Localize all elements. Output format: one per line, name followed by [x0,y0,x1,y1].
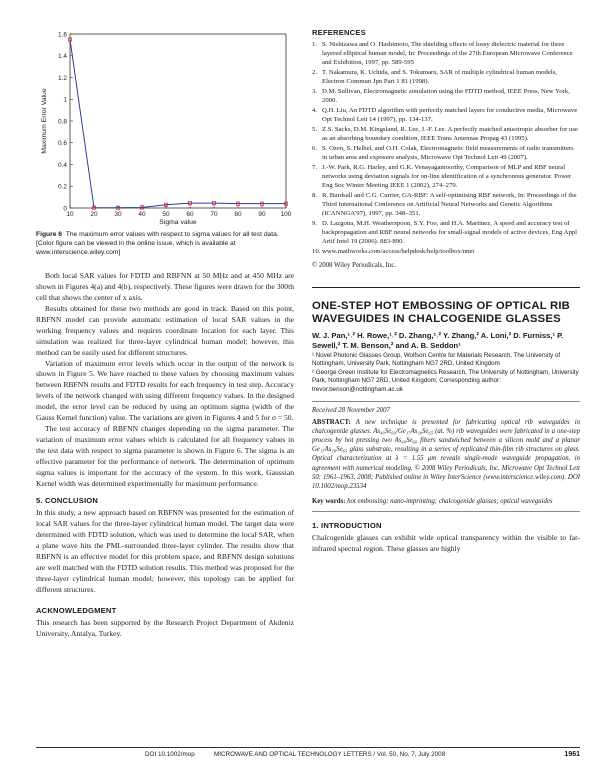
reference-item [312,247,580,256]
x-axis-label: Sigma value [159,219,197,226]
x-tick-label: 60 [186,211,194,218]
reference-text: S. Ozen, S. Helhel, and O.H. Colak, Electromagnetic field measurements of radio transmitters in urban area and exposure analysis, Microwave Opt Technol Lett 49 (2007). [322,144,574,161]
reference-text: S. Nishizawa and O. Hashimoto, The shielding effects of lossy dielectric material for three layered elliptical human model, In: Proceedings of the 27th European Microwave Conference and Exhibition, 1997, pp. 589-595 [322,41,573,67]
reference-number: 7. [312,163,318,171]
body-paragraph: Both local SAR values for FDTD and RBFNN at 50 MHz and at 450 MHz are shown in Figures 4(a) and 4(b), respectively. These figures were drawn for the 300th cell that shows the center of x axis. [36,271,294,303]
abstract [312,418,580,492]
y-tick-label: 1.2 [57,74,67,82]
x-tick-label: 20 [90,211,98,218]
y-tick-label: 1 [63,96,67,104]
plot-frame [70,34,286,208]
reference-item [312,163,580,191]
footer-doi: DOI 10.1002/mop [145,751,195,758]
acknowledgment-paragraph: This research has been supported by the Research Project Department of Akdeniz University, Antalya, Turkey. [36,617,294,638]
reference-item [312,125,580,143]
acknowledgment-heading: ACKNOWLEDGMENT [36,605,117,615]
article-title: ONE-STEP HOT EMBOSSING OF OPTICAL RIB WAVEGUIDES IN CHALCOGENIDE GLASSES [312,287,580,325]
introduction-paragraph: Chalcogenide glasses can exhibit wide optical transparency within the visible to far-infrared spectral region. These glasses are highly [312,533,580,554]
reference-item [312,144,580,162]
body-paragraph: Variation of maximum error levels which occur in the output of the network is shown in Figure 5. We have reached to these values by choosing maximum values between RBFNN results and FDTD results for each frequency in test step. Accuracy levels of the network changed with using different frequency values. In the designed model, the error level can be reduced by using an optimum sigma (width of the Gauss Kernel function) value. The variations are given in Figures 4 and 5 for σ = 50. [36,358,294,423]
x-tick-label: 50 [162,211,170,218]
footer-journal: MICROWAVE AND OPTICAL TECHNOLOGY LETTERS / Vol. 50, No. 7, July 2008 [214,751,446,758]
page-number: 1961 [564,751,580,758]
figure-caption [36,230,294,257]
reference-text: Q.H. Liu, An FDTD algorithm with perfectly matched layers for conductive media, Microwave Opt Technol Lett 14 (1997), pp. 134-137. [322,106,578,124]
reference-number: 6. [312,144,318,152]
left-column [36,28,294,639]
reference-list [312,40,580,256]
reference-item [312,219,580,247]
abstract-label: ABSTRACT: [312,418,351,426]
reference-item [312,40,580,68]
reference-text: D.M. Sullivan, Electromagnetic simulation using the FDTD method, IEEE Press, New York, 2000. [322,88,570,105]
reference-number: 10. [312,247,321,255]
y-tick-label: 0.4 [57,161,67,169]
reference-number: 1. [312,41,318,48]
affiliation-1: ¹ Novel Photonic Glasses Group, Wolfson Centre for Materials Research, The University of Nottingham, University Park, Nottingham NG7 2RD, United Kingdom [312,352,561,368]
keywords [312,497,580,512]
x-tick-label: 80 [234,211,242,218]
reference-item [312,87,580,105]
reference-item [312,106,580,124]
right-column [312,28,580,555]
reference-text: R. Burdsall and C.G. Currier, GA-RBF: A self-optimising RBF network, In: Proceedings of the Third International Conference on Artificial Neural Networks and Genetic Algorithms (ICANNGA'97), 1997, pp. 348–351. [322,191,577,218]
introduction-heading: 1. INTRODUCTION [312,521,382,531]
y-tick-label: 0.8 [57,118,67,126]
x-tick-label: 100 [280,211,292,218]
keywords-text: hot embossing; nano-imprinting; chalcogenide glasses; optical waveguides [347,498,553,506]
y-tick-label: 1.4 [57,53,67,61]
affiliation-2: ² George Green Institute for Electromagnetics Research, The University of Nottingham, University Park, Nottingham NG7 2RD, United Kingdom; Corresponding author: trevor.benson@nottingham.ac.uk [312,369,579,393]
x-tick-label: 40 [138,211,146,218]
reference-item [312,191,580,219]
references-heading: REFERENCES [312,28,366,37]
figure-caption-text: The maximum error values with respect to sigma values for all test data. [Color figure can be viewed in the online issue, which is available at www.interscience.wiley.com] [36,231,279,257]
abstract-text: A new technique is presented for fabricating optical rib waveguides in chalcogenide glasses. As₄₀Se₆₀/Ge₁₇As₁₈Se₆₅ (at. %) rib waveguides were fabricated in a one-step process by hot pressing two As₄₀Se₆₀ fibers sandwiched between a silicon mold and a planar Ge₁₇As₁₈Se₆₅ glass substrate, resulting in a series of replicated thin-film rib structures on glass. Optical characterization at λ = 1.55 μm reveals single-mode waveguide propagation, in agreement with numerical modeling. © 2008 Wiley Periodicals, Inc. Microwave Opt Technol Lett 50: 1961–1963, 2008; Published online in Wiley InterScience (www.interscience.wiley.com). DOI 10.1002/mop.23534 [312,418,580,491]
body-paragraph: Results obtained for these two methods are good in track. Based on this point, RBFNN model can provide automatic estimation of local SAR values in the working frequency values and requires coordinate location for each layer. This simulation was realized for three-layer cylindrical human model; however, this method can be easily used for different structures. [36,304,294,357]
reference-text: D. Lazgona, M.H. Weatherspoon, S.Y. Foo, and H.A. Martinez, A speed and accuracy test of backpropagation and RBF neural networks for small-signal models of active devices, Eng Appl Artif Intel 19 (2006). 883-890. [322,219,577,246]
error-vs-sigma-chart [36,28,294,226]
keywords-label: Key words: [312,498,346,506]
reference-text: T. Nakamura, K. Uchida, and S. Tokumaru, SAR of multiple cylindrical human models, Electron Commun Jpn Part 1 81 (1998). [322,69,557,86]
reference-number: 5. [312,125,318,133]
x-tick-label: 10 [66,211,74,218]
figure-label: Figure 6 [36,231,63,238]
reference-text: www.mathworks.com/access/helpdesk/help/toolbox/nnet [322,247,475,255]
reference-number: 4. [312,106,318,114]
x-tick-label: 70 [210,211,218,218]
conclusion-paragraph: In this study, a new approach based on RBFNN was presented for the estimation of local SAR values for the three-layer cylindrical human model. The target data were determined with FDTD solution, which was used to determine the local SAR, when a plane wave hits the PML-surrounded three-layer cylinder. The results show that RBFNN is an effective model for this problem space, and RBFNN design solutions are well matched with the FDTD solution results. This method was proposed for the three-layer cylindrical human model; however, this topology can be applied for different structures. [36,508,294,594]
y-tick-label: 0.6 [57,140,67,148]
y-tick-label: 0 [63,205,67,213]
reference-number: 9. [312,219,318,227]
received-date: Received 28 November 2007 [312,401,580,414]
page-footer [36,747,580,758]
conclusion-heading: 5. CONCLUSION [36,496,99,506]
reference-number: 8. [312,191,318,199]
body-paragraph: The test accuracy of RBFNN changes depending on the sigma parameter. The variation of maximum error values which is calculated for all frequency values in the test data with respect to sigma parameter is shown in Figure 6. The sigma is an effective parameter for the performance of network. The determination of optimum sigma values is important for the accuracy of the system. In this work, Gaussian Kernel width was determined experimentally for maximum performance. [36,423,294,488]
y-tick-label: 1.6 [57,31,67,39]
reference-item [312,68,580,86]
y-tick-label: 0.2 [57,183,67,191]
copyright-line: © 2008 Wiley Periodicals, Inc. [312,262,397,270]
reference-text: Z.S. Sacks, D.M. Kingsland, R. Lee, J.-F. Lee. A perfectly matched anisotropic absorber for use as an absorbing boundary condition, IEEE Trans Antennas Propag 43 (1995). [322,125,578,143]
x-tick-label: 90 [258,211,266,218]
reference-text: J.-W. Park, R.G. Harley, and G.K. Venayagamoorthy, Comparison of MLP and RBF neural networks using deviation signals for on-line identification of a synchronous generator. Power Eng Soc Winter Meeting IEEE 1 (2002), 274–279. [322,163,572,190]
author-list: W. J. Pan,¹˒² H. Rowe,¹˒² D. Zhang,¹˒² Y. Zhang,² A. Loni,² D. Furniss,¹ P. Sewell,² T. M. Benson,² and A. B. Seddon¹ [312,330,564,350]
x-tick-label: 30 [114,211,122,218]
y-axis-label: Maximum Error Value [41,88,48,154]
reference-number: 3. [312,88,318,96]
reference-number: 2. [312,69,318,77]
